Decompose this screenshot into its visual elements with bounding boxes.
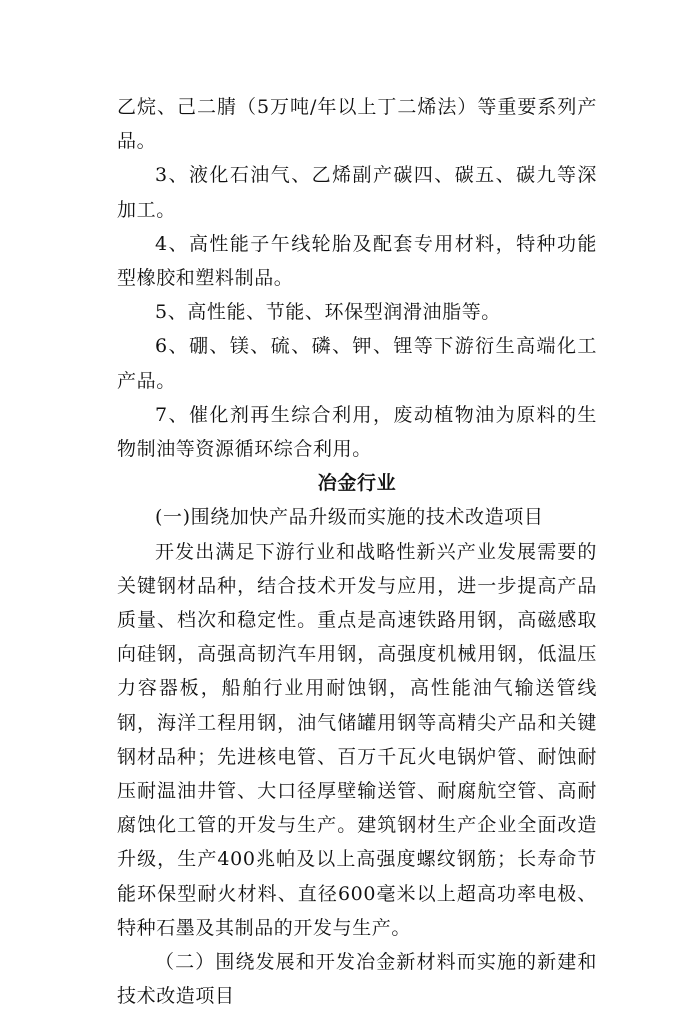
paragraph-item-5: 5、高性能、节能、环保型润滑油脂等。 <box>155 301 501 324</box>
paragraph-item-6: 6、硼、镁、硫、磷、钾、锂等下游衍生高端化工产品。 <box>117 335 597 392</box>
paragraph-continuation: 乙烷、己二腈（5万吨/年以上丁二烯法）等重要系列产品。 <box>117 96 597 153</box>
paragraph-item-4: 4、高性能子午线轮胎及配套专用材料，特种功能型橡胶和塑料制品。 <box>117 232 597 290</box>
document-body <box>117 90 597 1013</box>
paragraph-item-3: 3、液化石油气、乙烯副产碳四、碳五、碳九等深加工。 <box>117 164 597 221</box>
section-heading: 冶金行业 <box>317 472 397 495</box>
paragraph-item-7: 7、催化剂再生综合利用，废动植物油为原料的生物制油等资源循环综合利用。 <box>117 403 597 461</box>
body-paragraph: 开发出满足下游行业和战略性新兴产业发展需要的关键钢材品种，结合技术开发与应用，进一步提高产品质量、档次和稳定性。重点是高速铁路用钢，高磁感取向硅钢，高强高韧汽车用钢，高强度机械用钢，低温压力容器板，船舶行业用耐蚀钢，高性能油气输送管线钢，海洋工程用钢，油气储罐用钢等高精尖产品和关键钢材品种；先进核电管、百万千瓦火电锅炉管、耐蚀耐压耐温油井管、大口径厚壁输送管、耐腐航空管、高耐腐蚀化工管的开发与生产。建筑钢材生产企业全面改造升级，生产400兆帕及以上高强度螺纹钢筋；长寿命节能环保型耐火材料、直径600毫米以上超高功率电极、特种石墨及其制品的开发与生产。 <box>117 540 597 939</box>
subheading-1: (一)围绕加快产品升级而实施的技术改造项目 <box>155 506 544 529</box>
subheading-2: （二）围绕发展和开发冶金新材料而实施的新建和技术改造项目 <box>117 951 597 1008</box>
